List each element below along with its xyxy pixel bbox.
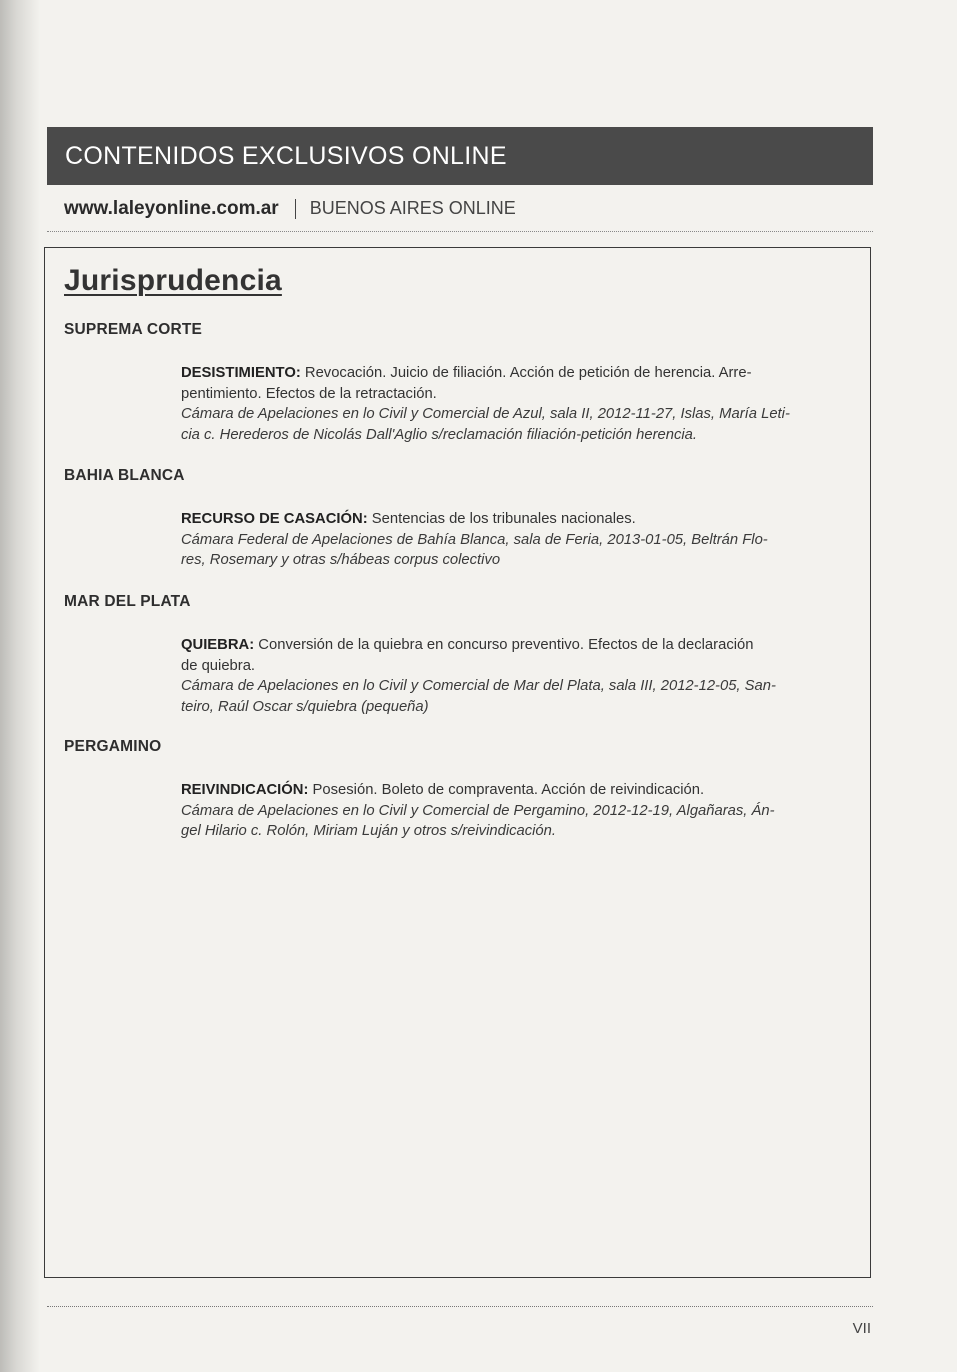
case-summary-line1: Posesión. Boleto de compraventa. Acción de reivindicación. bbox=[312, 782, 705, 798]
section-banner bbox=[47, 127, 873, 185]
site-section-label: BUENOS AIRES ONLINE bbox=[309, 198, 516, 218]
case-citation-line1: Cámara de Apelaciones en lo Civil y Comercial de Azul, sala II, 2012-11-27, Islas, María Leti- bbox=[181, 406, 790, 422]
case-citation-line1: Cámara de Apelaciones en lo Civil y Comercial de Pergamino, 2012-12-19, Algañaras, Án- bbox=[181, 802, 775, 819]
site-url[interactable]: www.laleyonline.com.ar bbox=[64, 198, 279, 219]
case-citation-line1: Cámara de Apelaciones en lo Civil y Comercial de Mar del Plata, sala III, 2012-12-05, San- bbox=[181, 678, 776, 694]
case-entry-desistimiento bbox=[181, 363, 841, 445]
banner-title: CONTENIDOS EXCLUSIVOS ONLINE bbox=[65, 142, 507, 170]
case-summary-line1: Conversión de la quiebra en concurso preventivo. Efectos de la declaración bbox=[258, 637, 754, 653]
case-entry-quiebra bbox=[181, 635, 841, 717]
case-topic: DESISTIMIENTO: bbox=[181, 365, 301, 381]
bottom-dotted-rule bbox=[47, 1306, 873, 1307]
site-separator bbox=[295, 199, 296, 219]
case-summary-line2: de quiebra. bbox=[181, 657, 256, 674]
case-summary-line1: Revocación. Juicio de filiación. Acción de petición de herencia. Arre- bbox=[304, 365, 752, 381]
court-heading-mar-del-plata: MAR DEL PLATA bbox=[64, 593, 191, 610]
case-topic: QUIEBRA: bbox=[181, 637, 255, 653]
court-heading-suprema-corte: SUPREMA CORTE bbox=[64, 321, 203, 338]
case-summary-line2: pentimiento. Efectos de la retractación. bbox=[181, 385, 437, 402]
court-heading-bahia-blanca: BAHIA BLANCA bbox=[64, 467, 185, 484]
court-heading-pergamino: PERGAMINO bbox=[64, 738, 162, 755]
case-citation-line2: res, Rosemary y otras s/hábeas corpus colectivo bbox=[181, 552, 501, 568]
case-topic: REIVINDICACIÓN: bbox=[181, 782, 309, 798]
page-heading: Jurisprudencia bbox=[64, 264, 282, 297]
case-topic: RECURSO DE CASACIÓN: bbox=[181, 511, 368, 527]
case-summary-line1: Sentencias de los tribunales nacionales. bbox=[371, 511, 636, 527]
case-citation-line1: Cámara Federal de Apelaciones de Bahía Blanca, sala de Feria, 2013-01-05, Beltrán Flo- bbox=[181, 531, 768, 548]
case-entry-recurso-de-casacion bbox=[181, 509, 841, 571]
site-line bbox=[64, 194, 516, 222]
case-citation-line2: cia c. Herederos de Nicolás Dall'Aglio s/reclamación filiación-petición herencia. bbox=[181, 426, 698, 443]
page-edge-shadow bbox=[0, 0, 40, 1372]
top-dotted-rule bbox=[47, 231, 873, 232]
case-citation-line2: gel Hilario c. Rolón, Miriam Luján y otros s/reivindicación. bbox=[181, 823, 557, 839]
page-number: VII bbox=[852, 1320, 871, 1337]
case-citation-line2: teiro, Raúl Oscar s/quiebra (pequeña) bbox=[181, 698, 429, 715]
case-entry-reivindicacion bbox=[181, 780, 841, 842]
